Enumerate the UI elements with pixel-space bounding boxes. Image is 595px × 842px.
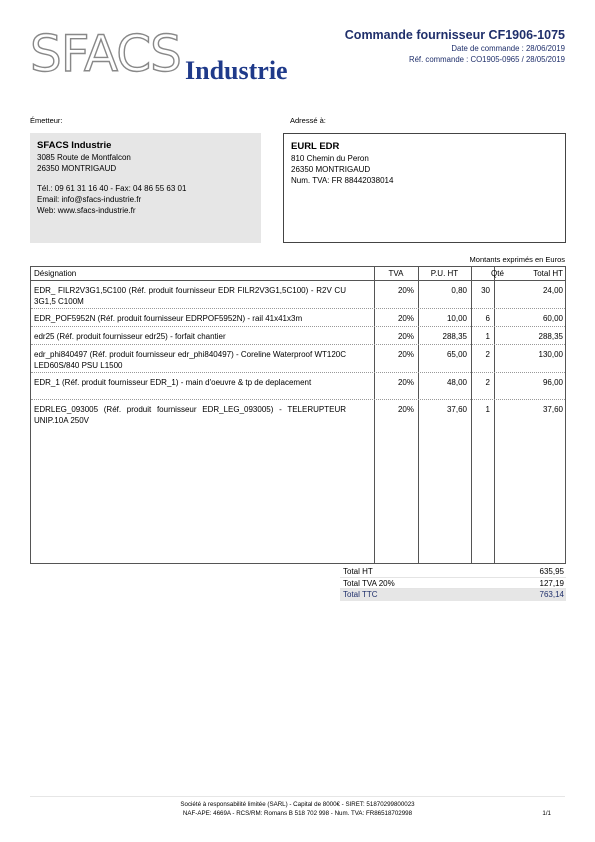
column-header-unit-price: P.U. HT — [430, 269, 459, 278]
table-header-row — [31, 267, 565, 281]
line-tva: 20% — [397, 405, 414, 414]
company-logo — [30, 25, 315, 86]
order-reference: Réf. commande : CO1905-0965 / 28/05/2019 — [408, 55, 565, 64]
emitter-name: SFACS Industrie — [37, 140, 112, 151]
line-total: 37,60 — [542, 405, 563, 414]
line-quantity: 6 — [485, 314, 490, 323]
recipient-address-line1: 810 Chemin du Peron — [291, 154, 369, 163]
emitter-phone: Tél.: 09 61 31 16 40 - Fax: 04 86 55 63 01 — [37, 184, 187, 193]
table-row — [31, 400, 565, 430]
line-unit-price: 65,00 — [446, 350, 467, 359]
column-header-designation: Désignation — [34, 269, 77, 278]
line-designation: edr25 (Réf. produit fournisseur edr25) - forfait chantier — [34, 332, 226, 341]
table-row — [31, 281, 565, 309]
line-designation: EDR_1 (Réf. produit fournisseur EDR_1) - main d'oeuvre & tp de deplacement — [34, 378, 312, 387]
table-row — [31, 373, 565, 400]
total-ht-row — [340, 566, 566, 578]
total-tva-value: 127,19 — [539, 578, 564, 588]
line-unit-price: 0,80 — [451, 286, 467, 295]
table-row — [31, 345, 565, 373]
line-unit-price: 37,60 — [446, 405, 467, 414]
total-tva-row — [340, 578, 566, 590]
table-row — [31, 327, 565, 345]
order-lines-table — [30, 266, 566, 564]
emitter-label: Émetteur: — [30, 116, 63, 125]
emitter-email: Email: info@sfacs-industrie.fr — [37, 195, 142, 204]
line-designation: EDR_POF5952N (Réf. produit fournisseur EDRPOF5952N) - rail 41x41x3m — [34, 314, 303, 323]
currency-note: Montants exprimés en Euros — [469, 255, 565, 264]
emitter-address-line2: 26350 MONTRIGAUD — [37, 164, 117, 173]
line-designation: edr_phi840497 (Réf. produit fournisseur edr_phi840497) - Coreline Waterproof WT120C LED60S/840 PSU L1500 — [34, 350, 346, 370]
column-header-tva: TVA — [388, 269, 404, 278]
order-date: Date de commande : 28/06/2019 — [451, 44, 565, 53]
logo-brand-text: SFACS — [30, 25, 181, 83]
recipient-vat-number: Num. TVA: FR 88442038014 — [291, 176, 394, 185]
line-tva: 20% — [397, 332, 414, 341]
line-unit-price: 48,00 — [446, 378, 467, 387]
total-ht-label: Total HT — [343, 567, 373, 576]
line-tva: 20% — [397, 378, 414, 387]
line-total: 288,35 — [538, 332, 563, 341]
total-ttc-value: 763,14 — [539, 590, 564, 599]
line-designation: EDRLEG_093005 (Réf. produit fournisseur EDR_LEG_093005) - TELERUPTEUR UNIP.10A 250V — [34, 405, 346, 425]
line-quantity: 1 — [485, 332, 490, 341]
line-quantity: 2 — [485, 350, 490, 359]
emitter-website: Web: www.sfacs-industrie.fr — [37, 206, 136, 215]
line-quantity: 2 — [485, 378, 490, 387]
emitter-box — [30, 133, 261, 243]
document-header — [345, 28, 565, 65]
footer-divider — [30, 796, 565, 797]
line-total: 24,00 — [542, 286, 563, 295]
table-row — [31, 309, 565, 327]
recipient-address-line2: 26350 MONTRIGAUD — [291, 165, 371, 174]
page-number: 1/1 — [542, 810, 551, 817]
column-header-quantity: Qté — [491, 269, 504, 278]
recipient-name: EURL EDR — [291, 141, 340, 152]
document-title: Commande fournisseur CF1906-1075 — [344, 28, 565, 42]
line-unit-price: 10,00 — [446, 314, 467, 323]
line-total: 96,00 — [542, 378, 563, 387]
total-tva-label: Total TVA 20% — [343, 578, 395, 588]
footer-legal-line1: Société à responsabilité limitée (SARL) - Capital de 8000€ - SIRET: 51870299800023 — [180, 801, 415, 808]
line-designation: EDR_ FILR2V3G1,5C100 (Réf. produit fournisseur EDR FILR2V3G1,5C100) - R2V CU 3G1,5 C100M — [34, 286, 346, 306]
total-ttc-row — [340, 589, 566, 601]
line-tva: 20% — [397, 286, 414, 295]
line-tva: 20% — [397, 350, 414, 359]
totals-block — [340, 566, 566, 601]
total-ht-value: 635,95 — [539, 567, 564, 576]
recipient-box — [283, 133, 566, 243]
footer-legal-line2: NAF-APE: 4669A - RCS/RM: Romans B 518 702 998 - Num. TVA: FR86518702998 — [182, 810, 413, 817]
line-quantity: 1 — [485, 405, 490, 414]
line-total: 60,00 — [542, 314, 563, 323]
line-unit-price: 288,35 — [442, 332, 467, 341]
recipient-label: Adressé à: — [290, 116, 326, 125]
line-tva: 20% — [397, 314, 414, 323]
line-total: 130,00 — [538, 350, 563, 359]
emitter-address-line1: 3085 Route de Montfalcon — [37, 153, 131, 162]
logo-subtitle-text: Industrie — [185, 56, 288, 85]
column-header-total: Total HT — [533, 269, 563, 278]
line-quantity: 30 — [481, 286, 490, 295]
total-ttc-label: Total TTC — [343, 590, 378, 599]
